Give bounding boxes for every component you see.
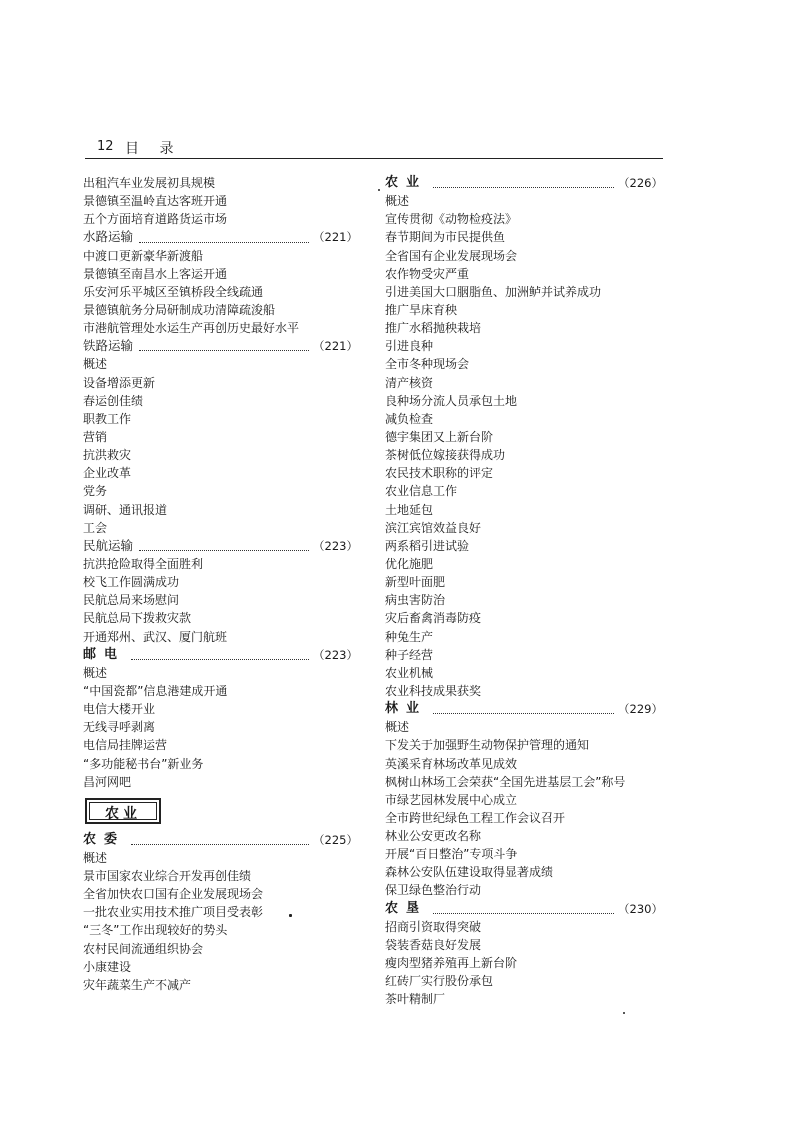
page-ref: （221） — [313, 230, 358, 245]
toc-entry: “中国瓷都”信息港建成开通 — [83, 683, 228, 698]
toc-right-column — [385, 174, 663, 1008]
dot-leader — [139, 550, 309, 551]
section-title: 农委 — [83, 831, 126, 847]
page-ref: （223） — [313, 647, 358, 662]
toc-entry: 调研、通讯报道 — [83, 502, 168, 517]
toc-section-entry — [385, 900, 663, 918]
page-ref: （226） — [618, 176, 663, 190]
dot-leader — [131, 659, 309, 660]
toc-section-entry — [385, 700, 663, 718]
dot-leader — [433, 913, 614, 914]
toc-entry: 种兔生产 — [385, 629, 434, 644]
toc-left-column — [83, 174, 358, 994]
section-title: 林业 — [385, 701, 428, 717]
toc-entry: 新型叶面肥 — [385, 575, 446, 590]
toc-entry: 市绿艺园林发展中心成立 — [385, 792, 518, 807]
toc-entry: 概述 — [83, 850, 108, 865]
toc-entry: 出租汽车业发展初具规模 — [83, 176, 216, 190]
dot-leader — [139, 242, 309, 243]
toc-entry: 全市跨世纪绿色工程工作会议召开 — [385, 810, 566, 825]
toc-entry: “多功能秘书台”新业务 — [83, 756, 204, 771]
scan-speck — [623, 1012, 625, 1014]
toc-section-entry — [83, 831, 358, 849]
toc-entry: 全省加快农口国有企业发展现场会 — [83, 887, 264, 902]
toc-entry: 滨江宾馆效益良好 — [385, 520, 482, 535]
toc-entry: 抗洪抢险取得全面胜利 — [83, 556, 204, 571]
toc-entry: 营销 — [83, 429, 108, 444]
page-ref: （221） — [313, 339, 358, 354]
toc-entry: 英溪采育林场改革见成效 — [385, 756, 518, 771]
toc-entry: 森林公安队伍建设取得显著成绩 — [385, 865, 554, 880]
toc-entry: 红砖厂实行股份承包 — [385, 974, 494, 989]
toc-entry: 茶树低位嫁接获得成功 — [385, 448, 506, 463]
toc-entry: 农业信息工作 — [385, 484, 458, 499]
toc-entry: “三冬”工作出现较好的势头 — [83, 923, 228, 938]
category-label: 农业 — [105, 805, 141, 822]
toc-entry: 电信局挂牌运营 — [83, 738, 168, 753]
section-title: 农垦 — [385, 900, 428, 916]
toc-entry: 良种场分流人员承包土地 — [385, 393, 518, 408]
page-title: 目 录 — [125, 141, 182, 157]
toc-entry: 概述 — [385, 720, 410, 735]
toc-entry: 农村民间流通组织协会 — [83, 941, 204, 956]
toc-entry: 职教工作 — [83, 411, 132, 426]
toc-entry: 全省国有企业发展现场会 — [385, 248, 518, 263]
toc-entry: 抗洪救灾 — [83, 448, 132, 463]
page-ref: （230） — [618, 901, 663, 916]
toc-entry: 全市冬种现场会 — [385, 357, 470, 372]
header-rule — [85, 158, 663, 159]
toc-entry: 农作物受灾严重 — [385, 266, 470, 281]
page-header — [85, 137, 663, 159]
dot-leader — [131, 844, 309, 845]
toc-entry: 土地延包 — [385, 502, 434, 517]
toc-entry: 民航总局来场慰问 — [83, 593, 180, 608]
toc-section-entry — [83, 537, 358, 555]
scan-speck — [378, 189, 380, 191]
toc-entry: 春运创佳绩 — [83, 393, 144, 408]
toc-entry: 开通郑州、武汉、厦门航班 — [83, 629, 228, 644]
section-title: 农业 — [385, 175, 428, 190]
toc-entry: 农业科技成果获奖 — [385, 683, 482, 698]
toc-entry: 市港航管理处水运生产再创历史最好水平 — [83, 321, 300, 336]
toc-entry: 枫树山林场工会荣获“全国先进基层工会”称号 — [385, 774, 626, 789]
section-title: 邮电 — [83, 646, 126, 662]
toc-entry: 林业公安更改名称 — [385, 829, 482, 844]
toc-entry: 推广水稻抛秧栽培 — [385, 321, 482, 336]
toc-entry: 袋装香菇良好发展 — [385, 937, 482, 952]
toc-entry: 景德镇航务分局研制成功清障疏浚船 — [83, 302, 276, 317]
toc-entry: 春节期间为市民提供鱼 — [385, 230, 506, 245]
section-title: 水路运输 — [83, 229, 134, 245]
toc-entry: 灾后畜禽消毒防疫 — [385, 611, 482, 626]
page-number: 12 — [97, 139, 114, 154]
scan-speck — [289, 914, 292, 917]
toc-entry: 下发关于加强野生动物保护管理的通知 — [385, 738, 590, 753]
toc-entry: 开展“百日整治”专项斗争 — [385, 847, 518, 862]
toc-entry: 民航总局下拨救灾款 — [83, 611, 192, 626]
toc-entry: 概述 — [385, 194, 410, 209]
toc-entry: 校飞工作圆满成功 — [83, 575, 180, 590]
section-title: 铁路运输 — [83, 338, 134, 354]
boxed-category-heading — [83, 791, 358, 831]
toc-entry: 瘦肉型猪养殖再上新台阶 — [385, 956, 518, 971]
toc-entry: 保卫绿色整治行动 — [385, 883, 482, 898]
toc-entry: 灾年蔬菜生产不减产 — [83, 977, 192, 992]
toc-entry: 企业改革 — [83, 466, 132, 481]
page-ref: （225） — [313, 832, 358, 847]
toc-entry: 引进良种 — [385, 339, 434, 354]
toc-entry: 景市国家农业综合开发再创佳绩 — [83, 869, 252, 884]
toc-section-entry — [83, 337, 358, 355]
toc-entry: 减负检查 — [385, 411, 434, 426]
toc-entry: 概述 — [83, 357, 108, 372]
category-frame — [85, 798, 161, 824]
page-ref: （223） — [313, 538, 358, 553]
toc-entry: 招商引资取得突破 — [385, 919, 482, 934]
toc-entry: 病虫害防治 — [385, 593, 446, 608]
toc-entry: 景德镇至南昌水上客运开通 — [83, 266, 228, 281]
toc-entry: 种子经营 — [385, 647, 434, 662]
toc-entry: 景德镇至温岭直达客班开通 — [83, 194, 228, 209]
toc-entry: 无线寻呼剥离 — [83, 720, 156, 735]
dot-leader — [433, 713, 614, 714]
toc-entry: 茶叶精制厂 — [385, 992, 446, 1007]
toc-entry: 农业机械 — [385, 665, 434, 680]
toc-entry: 昌河网吧 — [83, 774, 132, 789]
toc-section-entry — [83, 228, 358, 246]
toc-entry: 宣传贯彻《动物检疫法》 — [385, 212, 518, 227]
toc-entry: 推广旱床育秧 — [385, 302, 458, 317]
toc-entry: 农民技术职称的评定 — [385, 466, 494, 481]
toc-entry: 引进美国大口胭脂鱼、加洲鲈并试养成功 — [385, 284, 602, 299]
toc-entry: 清产核资 — [385, 375, 434, 390]
toc-entry: 乐安河乐平城区至镇桥段全线疏通 — [83, 284, 264, 299]
toc-entry: 五个方面培育道路货运市场 — [83, 212, 228, 227]
section-title: 民航运输 — [83, 537, 134, 553]
toc-entry: 党务 — [83, 484, 108, 499]
toc-entry: 设备增添更新 — [83, 375, 156, 390]
dot-leader — [139, 350, 309, 351]
toc-entry: 电信大楼开业 — [83, 702, 156, 717]
toc-entry: 中渡口更新豪华新渡船 — [83, 248, 204, 263]
toc-section-entry — [385, 174, 663, 192]
toc-entry: 两系稻引进试验 — [385, 538, 470, 553]
toc-section-entry — [83, 646, 358, 664]
dot-leader — [433, 187, 614, 188]
toc-entry: 德宇集团又上新台阶 — [385, 429, 494, 444]
toc-entry: 优化施肥 — [385, 556, 434, 571]
page-ref: （229） — [618, 702, 663, 717]
toc-entry: 概述 — [83, 665, 108, 680]
toc-entry: 工会 — [83, 520, 108, 535]
toc-entry: 小康建设 — [83, 959, 132, 974]
toc-entry: 一批农业实用技术推广项目受表彰 — [83, 905, 264, 920]
